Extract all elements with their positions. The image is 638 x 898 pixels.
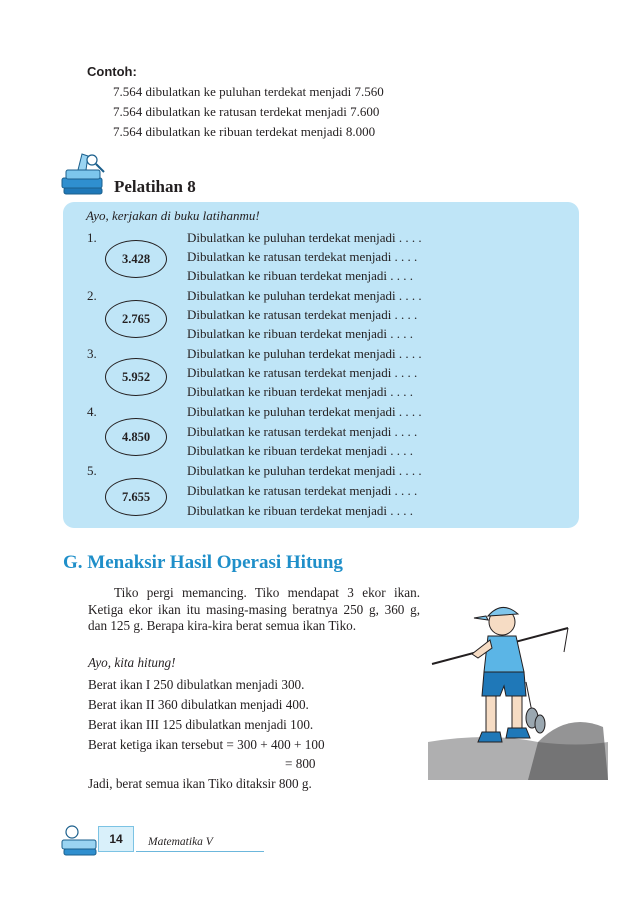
question-number: 3. <box>87 346 97 361</box>
calc-conclusion: Jadi, berat semua ikan Tiko ditaksir 800 g. <box>88 776 312 791</box>
question-prompt: Dibulatkan ke puluhan terdekat menjadi . . . . <box>187 346 422 361</box>
example-label: Contoh: <box>87 64 137 79</box>
calc-prompt: Ayo, kita hitung! <box>88 655 176 670</box>
question-prompt: Dibulatkan ke ratusan terdekat menjadi . . . . <box>187 483 418 498</box>
question-prompt: Dibulatkan ke ratusan terdekat menjadi . . . . <box>187 249 418 264</box>
footer-divider <box>136 851 264 852</box>
question-value: 5.952 <box>105 358 167 396</box>
question-prompt: Dibulatkan ke ribuan terdekat menjadi . . . . <box>187 503 413 518</box>
question-prompt: Dibulatkan ke ratusan terdekat menjadi . . . . <box>187 365 418 380</box>
question-prompt: Dibulatkan ke puluhan terdekat menjadi . . . . <box>187 463 422 478</box>
question-prompt: Dibulatkan ke ribuan terdekat menjadi . . . . <box>187 326 413 341</box>
story-paragraph <box>88 585 420 635</box>
question-value: 2.765 <box>105 300 167 338</box>
question-prompt: Dibulatkan ke puluhan terdekat menjadi . . . . <box>187 230 422 245</box>
calc-line: Berat ikan II 360 dibulatkan menjadi 400. <box>88 697 309 712</box>
story-text: Tiko pergi memancing. Tiko mendapat 3 ekor ikan. Ketiga ekor ikan itu masing-masing beratnya 250 g, 360 g, dan 125 g. Berapa kira-kira berat semua ikan Tiko. <box>88 585 420 633</box>
section-heading: G. Menaksir Hasil Operasi Hitung <box>63 552 343 573</box>
question-number: 1. <box>87 230 97 245</box>
question-number: 4. <box>87 404 97 419</box>
example-line-1: 7.564 dibulatkan ke puluhan terdekat menjadi 7.560 <box>113 84 384 99</box>
question-prompt: Dibulatkan ke ratusan terdekat menjadi . . . . <box>187 307 418 322</box>
question-prompt: Dibulatkan ke puluhan terdekat menjadi . . . . <box>187 404 422 419</box>
book-title: Matematika V <box>148 836 213 848</box>
calc-line: Berat ikan I 250 dibulatkan menjadi 300. <box>88 677 305 692</box>
question-prompt: Dibulatkan ke ribuan terdekat menjadi . . . . <box>187 268 413 283</box>
page-number: 14 <box>98 826 134 852</box>
question-value: 4.850 <box>105 418 167 456</box>
example-line-2: 7.564 dibulatkan ke ratusan terdekat menjadi 7.600 <box>113 104 380 119</box>
calc-line: Berat ketiga ikan tersebut = 300 + 400 + 100 <box>88 737 325 752</box>
question-prompt: Dibulatkan ke ribuan terdekat menjadi . . . . <box>187 443 413 458</box>
question-prompt: Dibulatkan ke ribuan terdekat menjadi . . . . <box>187 384 413 399</box>
question-value: 7.655 <box>105 478 167 516</box>
calc-line: Berat ikan III 125 dibulatkan menjadi 100. <box>88 717 314 732</box>
boy-fishing-illustration <box>428 592 608 780</box>
exercise-title: Pelatihan 8 <box>114 177 196 196</box>
question-number: 5. <box>87 463 97 478</box>
calc-line: = 800 <box>285 756 316 771</box>
question-prompt: Dibulatkan ke puluhan terdekat menjadi . . . . <box>187 288 422 303</box>
question-number: 2. <box>87 288 97 303</box>
example-line-3: 7.564 dibulatkan ke ribuan terdekat menjadi 8.000 <box>113 124 376 139</box>
question-value: 3.428 <box>105 240 167 278</box>
question-prompt: Dibulatkan ke ratusan terdekat menjadi . . . . <box>187 424 418 439</box>
exercise-instruction: Ayo, kerjakan di buku latihanmu! <box>86 208 260 223</box>
books-icon <box>58 150 110 198</box>
